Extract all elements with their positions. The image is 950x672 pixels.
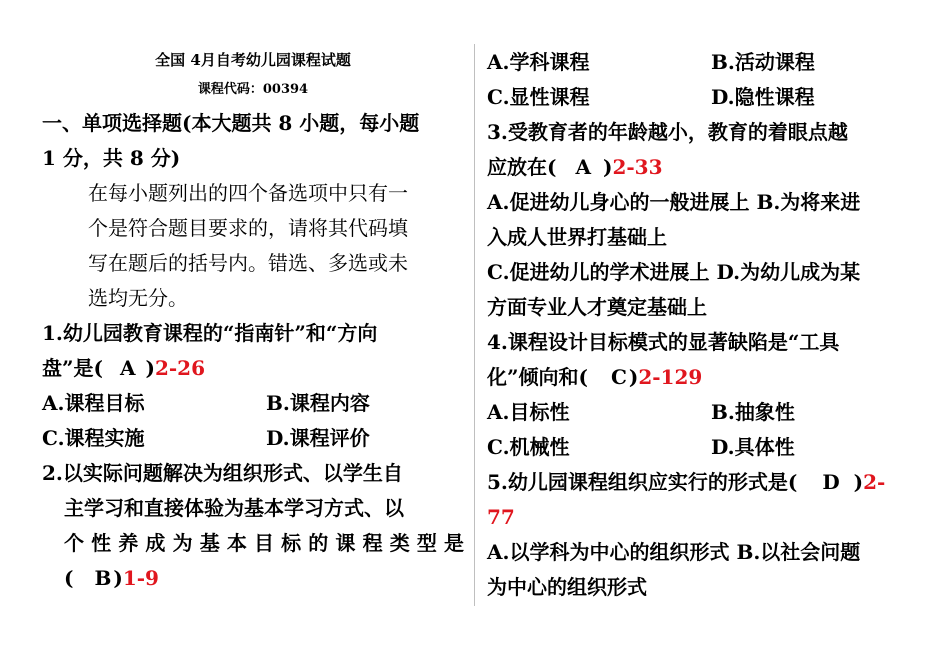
question-1-close-paren: ) [145,356,155,380]
question-1-stem-line-2 [42,351,464,386]
question-3-close-paren: ) [602,155,613,179]
question-2-stem-line-2: 主学习和直接体验为基本学习方式、以 [64,496,404,520]
question-2-option-d: D.隐性课程 [711,85,815,109]
instruction-line: 在每小题列出的四个备选项中只有一 [88,181,408,205]
question-2-answer: B [94,566,112,590]
question-4-option-a: A.目标性 [487,400,570,424]
question-4-reference: 2-129 [638,365,703,389]
question-1-stem-line-1: 1.幼儿园教育课程的“指南针”和“方向 [42,321,378,345]
question-5-reference-part-1: 2- [863,470,886,494]
question-4-options-row-2 [487,430,911,465]
question-2-options-row-2 [487,80,911,115]
question-2-option-c: C.显性课程 [487,85,590,109]
question-5 [487,465,911,605]
question-3-stem-line-2 [487,150,911,185]
question-3-stem-text: 应放在( [487,155,557,179]
question-3-options-line-3: C.促进幼儿的学术进展上 D.为幼儿成为某 [487,260,861,284]
question-2-option-b: B.活动课程 [711,50,815,74]
question-1-option-d: D.课程评价 [266,426,370,450]
question-3-options-line-1: A.促进幼儿身心的一般进展上 B.为将来进 [487,190,861,214]
question-4-options-row-1 [487,395,911,430]
section-instructions [42,176,464,316]
question-1-option-b: B.课程内容 [266,391,370,415]
question-2-option-a: A.学科课程 [487,50,590,74]
question-2-options [487,45,911,115]
question-1-stem-text: 盘”是( [42,356,103,380]
question-5-stem-text: 5.幼儿园课程组织应实行的形式是( [487,470,798,494]
question-2-reference: 1-9 [122,566,159,590]
question-1-answer: A [119,356,136,380]
question-2-close-paren: ) [113,566,123,590]
course-code: 课程代码：00394 [197,82,309,97]
right-column [487,44,911,605]
question-5-close-paren: ) [853,470,864,494]
question-5-options-line-2: 为中心的组织形式 [487,575,647,599]
question-5-stem-line-1 [487,465,911,500]
question-1-reference: 2-26 [154,356,205,380]
instruction-line: 个是符合题目要求的，请将其代码填 [88,216,408,240]
column-divider [474,44,475,606]
question-4 [487,325,911,465]
question-3 [487,115,911,325]
question-1-options-row-1 [42,386,464,421]
question-3-answer: A [575,155,591,179]
left-column [42,44,464,596]
question-4-option-b: B.抽象性 [711,400,795,424]
section-heading-line-1: 一、单项选择题(本大题共 8 小题，每小题 [42,111,420,135]
section-heading-line-2: 1 分，共 8 分) [42,146,181,170]
question-1-options-row-2 [42,421,464,456]
question-4-answer: C [610,365,627,389]
question-4-stem-line-1: 4.课程设计目标模式的显著缺陷是“工具 [487,330,840,354]
instruction-line: 选均无分。 [88,286,188,310]
question-2 [42,456,464,596]
question-2-open-paren: ( [64,566,74,590]
question-5-reference-part-2: 77 [487,505,515,529]
question-5-options-line-1: A.以学科为中心的组织形式 B.以社会问题 [487,540,861,564]
question-4-close-paren: ) [628,365,639,389]
question-5-answer: D [822,470,840,494]
question-4-option-d: D.具体性 [711,435,795,459]
question-2-stem-line-4 [42,561,464,596]
question-2-stem-line-1: 2.以实际问题解决为组织形式、以学生自 [42,461,403,485]
question-4-option-c: C.机械性 [487,435,570,459]
question-4-stem-line-2 [487,360,911,395]
question-3-reference: 2-33 [612,155,663,179]
question-1-option-c: C.课程实施 [42,426,145,450]
question-1-option-a: A.课程目标 [42,391,145,415]
question-3-options-line-4: 方面专业人才奠定基础上 [487,295,707,319]
question-4-stem-text: 化”倾向和( [487,365,588,389]
question-2-stem-line-3: 个性养成为基本目标的课程类型是 [64,531,464,555]
section-heading [42,106,464,176]
exam-title: 全国 4月自考幼儿园课程试题 [155,51,351,69]
question-3-stem-line-1: 3.受教育者的年龄越小，教育的着眼点越 [487,120,848,144]
question-2-options-row-1 [487,45,911,80]
question-3-options-line-2: 入成人世界打基础上 [487,225,667,249]
question-1 [42,316,464,456]
instruction-line: 写在题后的括号内。错选、多选或未 [88,251,408,275]
